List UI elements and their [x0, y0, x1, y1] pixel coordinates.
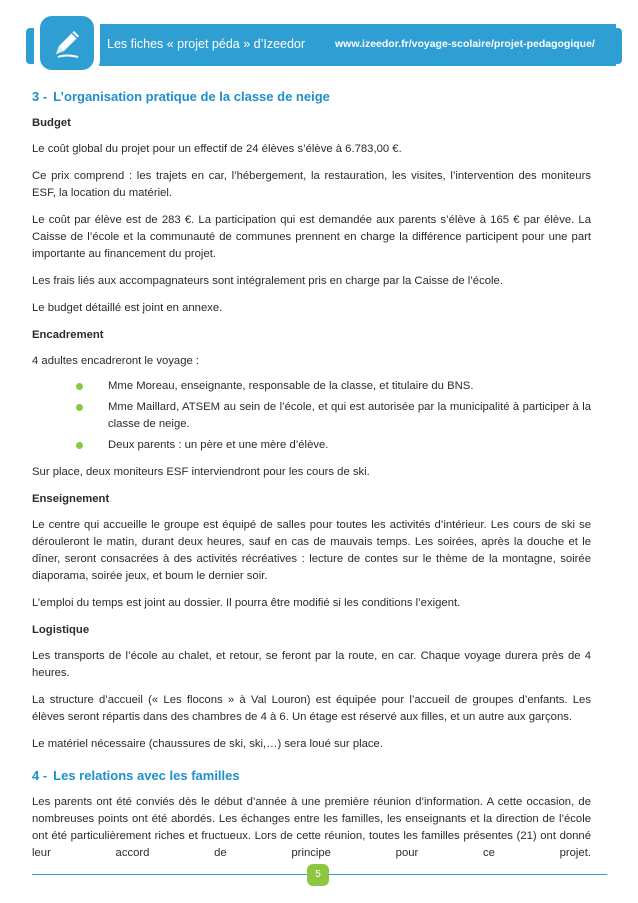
logistique-paragraph-1: Les transports de l’école au chalet, et retour, se feront par la route, en car. Chaque voyage durera près de 4 heures.: [32, 650, 591, 679]
budget-paragraph-3: Le coût par élève est de 283 €. La participation qui est demandée aux parents s’élève à 165 € par élève. La Caisse de l’école et la communauté de communes prennent en charge la différence participent pour une part importante au financement du projet.: [32, 214, 591, 260]
section-3-number: 3 -: [32, 89, 48, 104]
encadrement-heading: Encadrement: [32, 329, 104, 341]
header-title: Les fiches « projet péda » d’Izeedor: [107, 37, 306, 51]
enseignement-heading: Enseignement: [32, 493, 110, 505]
section-4-title-text: Les relations avec les familles: [53, 768, 240, 783]
logistique-heading: Logistique: [32, 624, 90, 636]
budget-paragraph-5: Le budget détaillé est joint en annexe.: [32, 302, 223, 314]
families-paragraph: Les parents ont été conviés dès le début d’année à une première réunion d’information. A cette occasion, de nombreuses points ont été abordés. Les échanges entre les familles, les enseignants et la direction de l’école ont été particulièrement riches et fructueux. Lors de cette réunion, toutes les familles présentes (21) ont donné leur accord de principe pour ce projet.: [32, 796, 591, 859]
enseignement-paragraph-2: L’emploi du temps est joint au dossier. Il pourra être modifié si les conditions l’exigent.: [32, 597, 461, 609]
list-item: Mme Maillard, ATSEM au sein de l’école, et qui est autorisée par la municipalité à participer à la classe de neige.: [76, 399, 591, 433]
budget-paragraph-1: Le coût global du projet pour un effectif de 24 élèves s’élève à 6.783,00 €.: [32, 143, 402, 155]
encadrement-list: [32, 378, 591, 454]
document-body: [32, 88, 591, 872]
list-item: Deux parents : un père et une mère d’élève.: [76, 437, 591, 454]
encadrement-intro: 4 adultes encadreront le voyage :: [32, 355, 200, 367]
list-item: Mme Moreau, enseignante, responsable de la classe, et titulaire du BNS.: [76, 378, 591, 395]
logo: [40, 16, 94, 70]
section-3-title: [32, 88, 591, 106]
section-4-number: 4 -: [32, 768, 48, 783]
encadrement-outro: Sur place, deux moniteurs ESF interviendront pour les cours de ski.: [32, 466, 370, 478]
enseignement-paragraph-1: Le centre qui accueille le groupe est équipé de salles pour toutes les activités d’intérieur. Les cours de ski se dérouleront le matin, durant deux heures, sauf en cas de mauvais temps. Les soirées, après la douche et le dîner, seront consacrées à des activités récréatives : lecture de contes sur le thème de la montagne, soirée diaporama, soirée jeux, et boum le dernier soir.: [32, 519, 591, 582]
budget-heading: Budget: [32, 117, 71, 129]
budget-paragraph-4: Les frais liés aux accompagnateurs sont intégralement pris en charge par la Caisse de l’école.: [32, 275, 503, 287]
section-4-title: [32, 767, 591, 785]
header-left-cap: [26, 28, 34, 64]
logistique-paragraph-2: La structure d’accueil (« Les flocons » à Val Louron) est équipée pour l’accueil de groupes d’enfants. Les élèves seront répartis dans des chambres de 4 à 6. Un étage est réservé aux filles, et un autre aux garçons.: [32, 694, 591, 723]
section-3-title-text: L’organisation pratique de la classe de neige: [53, 89, 330, 104]
budget-paragraph-2: Ce prix comprend : les trajets en car, l’hébergement, la restauration, les visites, l’intervention des moniteurs ESF, la location du matériel.: [32, 170, 591, 199]
page-number: 5: [307, 864, 329, 886]
logistique-paragraph-3: Le matériel nécessaire (chaussures de ski, ski,…) sera loué sur place.: [32, 738, 383, 750]
pencil-icon: [48, 24, 86, 62]
header-right-cap: [616, 28, 622, 64]
header-url[interactable]: www.izeedor.fr/voyage-scolaire/projet-pedagogique/: [335, 38, 595, 50]
